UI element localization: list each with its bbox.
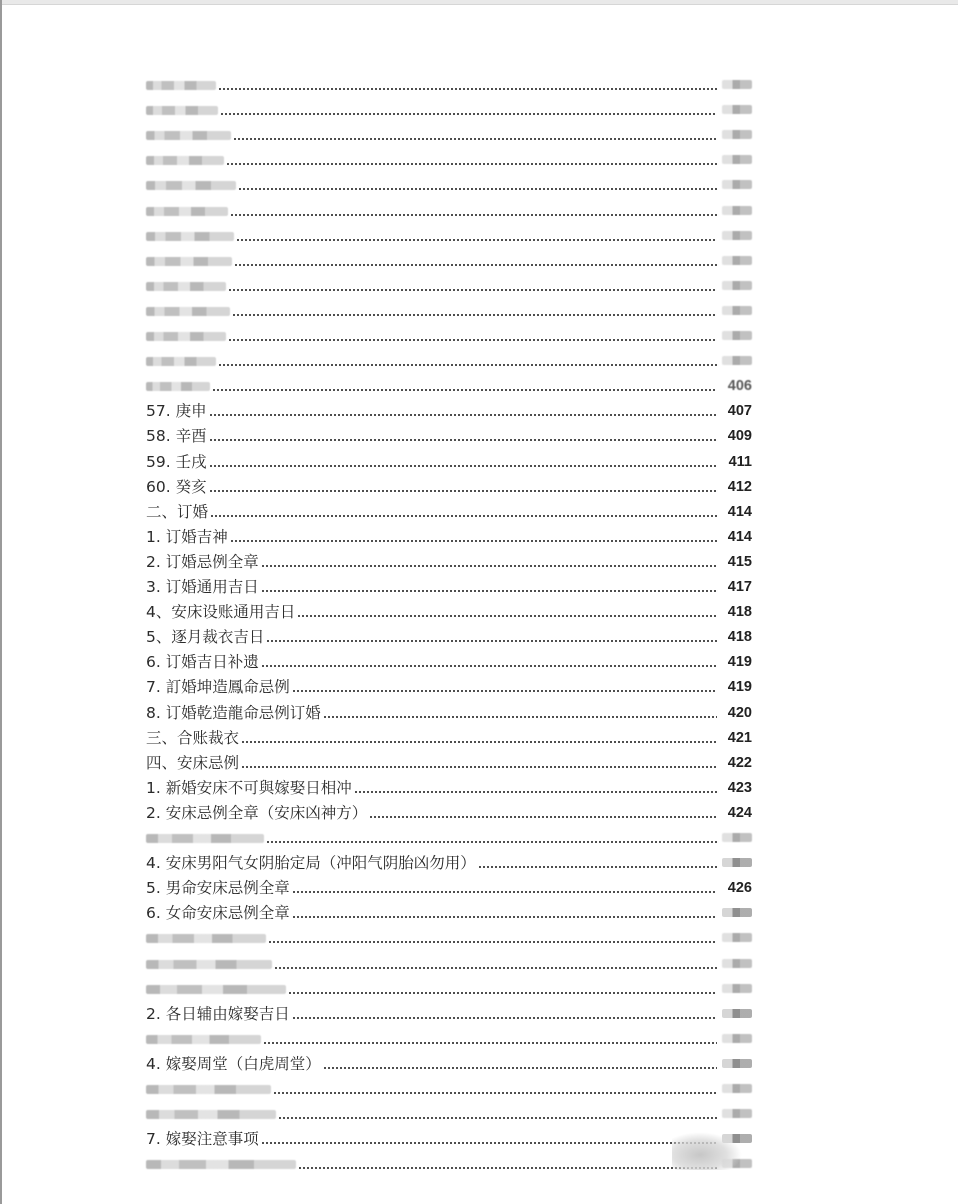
toc-page-number [718,1030,752,1048]
toc-row [146,798,752,822]
toc-row [146,572,752,596]
toc-row [146,823,752,847]
dot-leader [241,766,717,768]
toc-row [146,723,752,747]
toc-title: 2. 订婚忌例全章 [146,552,259,571]
toc-title: 5、逐月裁衣吉日 [146,628,265,647]
toc-title: 57. 庚申 [146,402,207,421]
dot-leader [220,113,717,115]
dot-leader [268,941,717,943]
toc-row [146,221,752,245]
dot-leader [212,389,717,391]
illegible-text [146,332,226,341]
toc-row [146,346,752,370]
toc-title [146,176,237,194]
dot-leader [210,515,717,517]
toc-title [146,1105,277,1123]
toc-row [146,1124,752,1148]
toc-page-number: 412 [727,478,752,495]
toc-page-number [718,151,752,169]
illegible-page-number [722,180,752,189]
toc-row [146,447,752,471]
toc-row [146,999,752,1023]
toc-row [146,748,752,772]
illegible-page-number [722,281,752,290]
toc-page-number [718,829,752,847]
toc-page-number [718,955,752,973]
dot-leader [209,439,717,441]
illegible-page-number [722,908,752,917]
toc-title: 7. 嫁娶注意事项 [146,1130,259,1149]
toc-row [146,949,752,973]
illegible-text [146,357,216,366]
dot-leader [261,565,717,567]
illegible-page-number [722,1009,752,1018]
toc-row [146,70,752,94]
toc-page-number [718,277,752,295]
dot-leader [233,138,717,140]
toc-page-number [718,302,752,320]
dot-leader [209,490,717,492]
toc-row [146,371,752,395]
illegible-text [146,1160,296,1169]
toc-title: 4. 嫁娶周堂（白虎周堂） [146,1054,321,1073]
dot-leader [261,1142,717,1144]
toc-title [146,929,267,947]
dot-leader [266,841,717,843]
toc-title: 4、安床设账通用吉日 [146,603,296,622]
toc-page-number: 419 [727,679,752,696]
illegible-text [146,207,228,216]
illegible-page-number [722,1034,752,1043]
illegible-page-number [722,80,752,89]
toc-page-number [718,929,752,947]
illegible-page-number [722,959,752,968]
dot-leader [478,866,717,868]
toc-row [146,271,752,295]
dot-leader [298,1167,717,1169]
toc-title [146,302,231,320]
illegible-text [146,934,266,943]
toc-row [146,698,752,722]
toc-page-number [718,854,752,872]
toc-title: 6. 女命安床忌例全章 [146,904,290,923]
toc-row [146,296,752,320]
dot-leader [228,339,717,341]
toc-title: 2. 各日辅由嫁娶吉日 [146,1004,290,1023]
toc-title: 58. 辛酉 [146,427,207,446]
toc-title: 2. 安床忌例全章（安床凶神方） [146,803,368,822]
illegible-text [146,834,264,843]
toc-row [146,1024,752,1048]
toc-page-number: 418 [727,629,752,646]
toc-row [146,196,752,220]
dot-leader [261,590,717,592]
toc-page-number: 420 [727,704,752,721]
illegible-page-number [722,155,752,164]
toc-row [146,522,752,546]
dot-leader [297,615,717,617]
toc-row [146,848,752,872]
toc-title [146,101,219,119]
dot-leader [274,967,717,969]
toc-row [146,773,752,797]
toc-title: 8. 订婚乾造龍命忌例订婚 [146,703,321,722]
dot-leader [369,816,717,818]
illegible-page-number [722,206,752,215]
illegible-page-number [722,1084,752,1093]
toc-page-number: 415 [727,553,752,570]
toc-page-number [718,76,752,94]
toc-page-number [718,1005,752,1023]
dot-leader [273,1092,717,1094]
toc-row [146,120,752,144]
toc-title [146,227,235,245]
toc-row [146,873,752,897]
toc-title: 7. 訂婚坤造鳳命忌例 [146,678,290,697]
dot-leader [234,264,717,266]
toc-row [146,1074,752,1098]
dot-leader [236,239,717,241]
dot-leader [238,188,717,190]
toc-title [146,829,265,847]
dot-leader [230,214,717,216]
illegible-page-number [722,231,752,240]
toc-page-number: 414 [727,528,752,545]
toc-row [146,246,752,270]
toc-title [146,252,233,270]
toc-title [146,352,217,370]
toc-title [146,151,225,169]
toc-title [146,1080,272,1098]
toc-title: 59. 壬戌 [146,452,207,471]
toc-title: 四、安床忌例 [146,753,240,772]
toc-page-number [718,252,752,270]
toc-page-number [718,1105,752,1123]
dot-leader [241,741,717,743]
toc-page-number: 422 [727,754,752,771]
illegible-text [146,106,218,115]
illegible-text [146,1110,276,1119]
toc-title: 60. 癸亥 [146,477,207,496]
toc-page-number [718,1055,752,1073]
toc-title [146,1155,297,1173]
toc-page-number: 409 [727,428,752,445]
toc-row [146,1099,752,1123]
toc-page-number: 414 [727,503,752,520]
illegible-text [146,985,286,994]
illegible-page-number [722,306,752,315]
illegible-page-number [722,858,752,867]
toc-title [146,955,273,973]
toc-page-number [718,352,752,370]
illegible-page-number [722,331,752,340]
illegible-page-number [722,933,752,942]
illegible-text [146,232,234,241]
dot-leader [288,992,717,994]
toc-page-number: 417 [727,579,752,595]
dot-leader [292,891,717,893]
dot-leader [228,289,717,291]
illegible-text [146,382,210,391]
illegible-text [146,131,231,140]
toc-title: 二、订婚 [146,502,209,521]
dot-leader [292,1017,717,1019]
toc-row [146,923,752,947]
dot-leader [292,916,717,918]
toc-title [146,126,232,144]
dot-leader [292,690,717,692]
illegible-text [146,1085,271,1094]
toc-page-number: 411 [728,453,752,470]
toc-row [146,622,752,646]
toc-title [146,202,229,220]
toc-row [146,1049,752,1073]
toc-title [146,327,227,345]
dot-leader [266,640,717,642]
toc-row [146,672,752,696]
toc-row [146,1149,752,1173]
dot-leader [263,1042,717,1044]
toc-page-number [718,327,752,345]
toc-page-number [718,980,752,998]
illegible-text [146,1035,261,1044]
toc-page-number [718,1080,752,1098]
toc-title [146,277,227,295]
toc-row [146,497,752,521]
toc-title [146,980,287,998]
illegible-text [146,960,272,969]
toc-title [146,1030,262,1048]
toc-row [146,396,752,420]
dot-leader [323,1067,717,1069]
toc-row [146,898,752,922]
toc-row [146,597,752,621]
toc-title: 1. 新婚安床不可與嫁娶日相冲 [146,778,352,797]
toc-row [146,321,752,345]
toc-page-number [718,904,752,922]
illegible-page-number [722,256,752,265]
dot-leader [232,314,717,316]
toc-page-number [718,176,752,194]
toc-row [146,647,752,671]
toc-row [146,421,752,445]
illegible-page-number [722,105,752,114]
dot-leader [230,540,717,542]
dot-leader [226,163,717,165]
toc-page-number: 418 [727,604,752,621]
illegible-page-number [722,1109,752,1118]
toc-page-number: 407 [727,403,752,420]
dot-leader [354,791,717,793]
dot-leader [209,465,717,467]
dot-leader [278,1117,717,1119]
toc-row [146,974,752,998]
toc-row [146,472,752,496]
toc-title [146,76,217,94]
illegible-text [146,156,224,165]
toc-page-number [718,101,752,119]
illegible-text [146,257,232,266]
illegible-page-number [722,130,752,139]
toc-title [146,377,211,395]
toc-title: 6. 订婚吉日补遗 [146,653,259,672]
toc-row [146,95,752,119]
illegible-page-number [722,833,752,842]
dot-leader [323,716,717,718]
toc-page-number: 423 [727,779,752,796]
illegible-page-number [722,356,752,365]
toc-page-number: 406 [727,378,752,395]
illegible-text [146,307,230,316]
illegible-page-number [722,984,752,993]
dot-leader [218,364,717,366]
illegible-text [146,282,226,291]
toc-title: 4. 安床男阳气女阴胎定局（冲阳气阴胎凶勿用） [146,854,476,873]
illegible-text [146,181,236,190]
toc-title: 3. 订婚通用吉日 [146,578,259,596]
illegible-text [146,81,216,90]
toc-row [146,547,752,571]
toc-title: 三、合账裁衣 [146,728,240,747]
toc-title: 5. 男命安床忌例全章 [146,879,290,898]
illegible-page-number [722,1059,752,1068]
toc-row [146,145,752,169]
toc-page-number: 424 [727,804,752,821]
toc-row [146,170,752,194]
toc-page-number: 426 [727,880,752,897]
dot-leader [209,414,717,416]
dot-leader [261,665,717,667]
toc-page-number [718,227,752,245]
scan-smudge [672,1132,742,1170]
toc-page-number: 421 [727,729,752,746]
toc-page-number: 419 [727,654,752,671]
toc-page-number [718,202,752,220]
toc-page-number [718,126,752,144]
toc-title: 1. 订婚吉神 [146,527,228,546]
dot-leader [218,88,717,90]
